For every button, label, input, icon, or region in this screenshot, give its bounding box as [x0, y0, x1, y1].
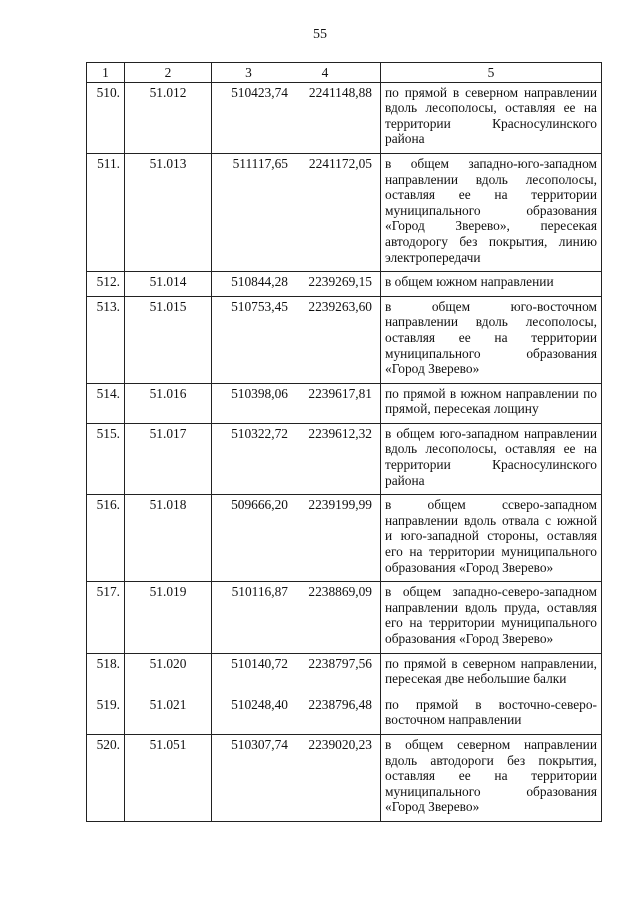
boundary-description: в общем юго-западном направлении вдоль лесополосы, оставляя ее на территории Красносулинского района	[381, 423, 602, 494]
header-col-1: 1	[87, 63, 125, 83]
coordinates-cell	[212, 272, 381, 297]
coordinates-cell	[212, 653, 381, 693]
point-code: 51.017	[125, 423, 212, 494]
coordinate-x: 510423,74	[231, 84, 288, 100]
coordinate-x: 510753,45	[231, 298, 288, 314]
row-number: 516.	[87, 495, 125, 582]
row-number: 519.	[87, 693, 125, 735]
coordinates-cell	[212, 734, 381, 821]
boundary-description: в общем северном направлении вдоль автодороги без покрытия, оставляя ее на территории муниципального образования «Город Зверево»	[381, 734, 602, 821]
table-row	[87, 582, 602, 653]
point-code: 51.051	[125, 734, 212, 821]
coordinates-cell	[212, 693, 381, 735]
boundary-description: по прямой в южном направлении по прямой, пересекая лощину	[381, 383, 602, 423]
page-number: 55	[313, 27, 327, 42]
coordinate-x: 510116,87	[231, 584, 288, 600]
coordinates-cell	[212, 82, 381, 153]
coordinate-x: 510322,72	[231, 425, 288, 441]
coordinate-y: 2239612,32	[308, 425, 372, 441]
point-code: 51.013	[125, 153, 212, 271]
point-code: 51.021	[125, 693, 212, 735]
coordinate-y: 2239199,99	[308, 497, 372, 513]
table-row	[87, 653, 602, 693]
boundary-description: в общем западно-северо-западном направлении вдоль пруда, оставляя его на территории муниципального образования «Город Зверево»	[381, 582, 602, 653]
coordinate-x: 510248,40	[231, 696, 288, 712]
coordinate-y: 2241172,05	[308, 155, 372, 171]
row-number: 513.	[87, 296, 125, 383]
coordinate-y: 2239617,81	[308, 385, 372, 401]
table-row	[87, 272, 602, 297]
coordinate-x: 510307,74	[231, 736, 288, 752]
coordinate-x: 511117,65	[232, 155, 288, 171]
row-number: 520.	[87, 734, 125, 821]
boundary-description: в общем западно-юго-западном направлении вдоль лесополосы, оставляя ее на территории муниципального образования «Город Зверево», пересекая автодорогу без покрытия, линию электропередачи	[381, 153, 602, 271]
table-row	[87, 82, 602, 153]
table-row	[87, 153, 602, 271]
boundary-description: по прямой в северном направлении вдоль лесополосы, оставляя ее на территории Красносулинского района	[381, 82, 602, 153]
coordinate-x: 510398,06	[231, 385, 288, 401]
coordinate-y: 2238869,09	[308, 584, 372, 600]
coordinate-y: 2239020,23	[308, 736, 372, 752]
header-col-3-4	[212, 63, 381, 83]
point-code: 51.019	[125, 582, 212, 653]
header-col-4: 4	[321, 65, 329, 80]
header-col-2: 2	[125, 63, 212, 83]
row-number: 514.	[87, 383, 125, 423]
point-code: 51.014	[125, 272, 212, 297]
coordinates-cell	[212, 383, 381, 423]
row-number: 517.	[87, 582, 125, 653]
coordinate-x: 510844,28	[231, 274, 288, 290]
coordinates-cell	[212, 495, 381, 582]
row-number: 518.	[87, 653, 125, 693]
point-code: 51.018	[125, 495, 212, 582]
table-row	[87, 693, 602, 735]
table-row	[87, 296, 602, 383]
boundary-description: в общем ссверо-западном направлении вдоль отвала с южной и юго-западной стороны, оставляя его на территории муниципального образования «Город Зверево»	[381, 495, 602, 582]
boundary-description: в общем юго-восточном направлении вдоль лесополосы, оставляя ее на территории муниципального образования «Город Зверево»	[381, 296, 602, 383]
point-code: 51.020	[125, 653, 212, 693]
point-code: 51.015	[125, 296, 212, 383]
coordinate-y: 2238797,56	[308, 655, 372, 671]
coordinate-x: 510140,72	[231, 655, 288, 671]
row-number: 512.	[87, 272, 125, 297]
table-header-row	[87, 63, 602, 83]
boundary-description: по прямой в северном направлении, пересекая две небольшие балки	[381, 653, 602, 693]
row-number: 510.	[87, 82, 125, 153]
coordinates-cell	[212, 423, 381, 494]
point-code: 51.012	[125, 82, 212, 153]
coordinates-cell	[212, 153, 381, 271]
boundary-description: по прямой в восточно-северо-восточном направлении	[381, 693, 602, 735]
point-code: 51.016	[125, 383, 212, 423]
header-col-3: 3	[245, 65, 252, 80]
table-row	[87, 383, 602, 423]
table-row	[87, 734, 602, 821]
coordinate-y: 2239263,60	[308, 298, 372, 314]
row-number: 515.	[87, 423, 125, 494]
coordinate-x: 509666,20	[231, 497, 288, 513]
coordinate-y: 2238796,48	[308, 696, 372, 712]
coordinate-y: 2241148,88	[308, 84, 372, 100]
coordinates-table	[86, 62, 602, 822]
table-row	[87, 423, 602, 494]
row-number: 511.	[87, 153, 125, 271]
header-col-5: 5	[381, 63, 602, 83]
coordinates-cell	[212, 296, 381, 383]
coordinates-cell	[212, 582, 381, 653]
coordinate-y: 2239269,15	[308, 274, 372, 290]
table-row	[87, 495, 602, 582]
boundary-description: в общем южном направлении	[381, 272, 602, 297]
